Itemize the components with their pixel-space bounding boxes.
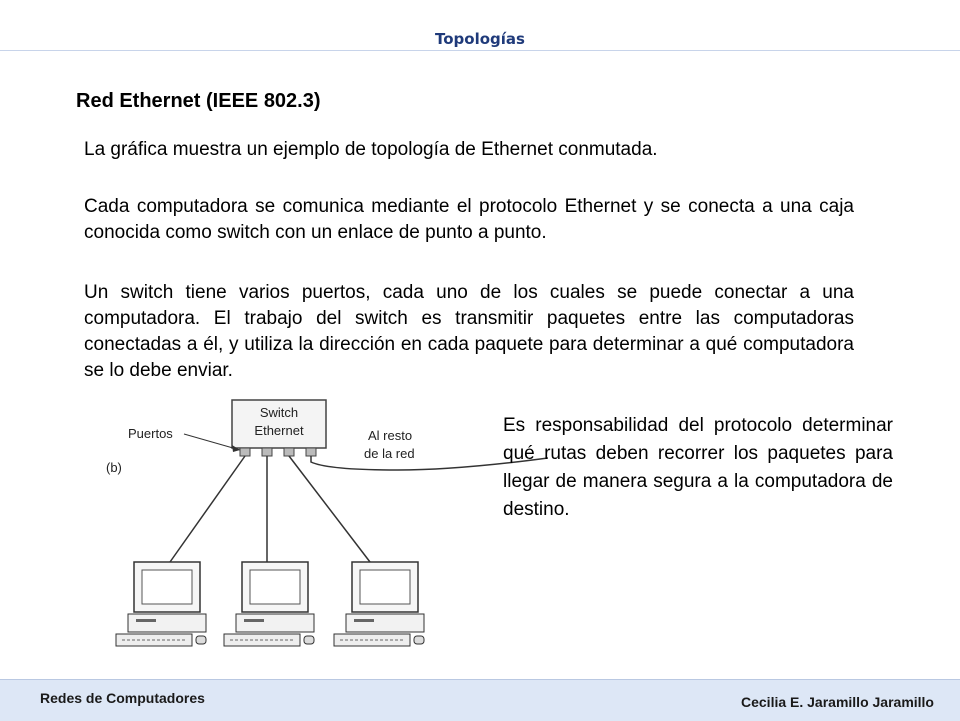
port-2 [262, 448, 272, 456]
port-4 [306, 448, 316, 456]
paragraph-protocol: Es responsabilidad del protocolo determinar qué rutas deben recorrer los paquetes para llegar de manera segura a la computadora de destino. [503, 415, 893, 520]
header-divider [0, 50, 960, 51]
section-title: Red Ethernet (IEEE 802.3) [76, 90, 321, 112]
computer-3 [334, 562, 424, 646]
paragraph-switch: Un switch tiene varios puertos, cada uno de los cuales se puede conectar a una computadora. El trabajo del switch es transmitir paquetes entre las computadoras conectadas a él, y utiliza la dirección en cada paquete para determinar a qué computadora se lo debe enviar. [84, 282, 854, 381]
panel-label: (b) [106, 460, 122, 475]
footer-course: Redes de Computadores [40, 690, 205, 706]
cable-3 [289, 456, 370, 562]
computer-2 [224, 562, 314, 646]
ethernet-switch-diagram [98, 386, 548, 658]
header-title: Topologías [435, 30, 525, 48]
cable-1 [170, 456, 245, 562]
switch-label-line1: Switch [259, 405, 299, 420]
port-1 [240, 448, 250, 456]
ports-label: Puertos [128, 426, 173, 441]
paragraph-computers: Cada computadora se comunica mediante el protocolo Ethernet y se conecta a una caja conocida como switch con un enlace de punto a punto. [84, 196, 854, 243]
switch-label-line2: Ethernet [254, 423, 304, 438]
footer-author: Cecilia E. Jaramillo Jaramillo [741, 694, 934, 710]
rest-label-line1: Al resto [368, 428, 413, 443]
paragraph-intro: La gráfica muestra un ejemplo de topología de Ethernet conmutada. [84, 139, 658, 160]
computer-1 [116, 562, 206, 646]
port-3 [284, 448, 294, 456]
rest-label-line2: de la red [364, 446, 415, 461]
